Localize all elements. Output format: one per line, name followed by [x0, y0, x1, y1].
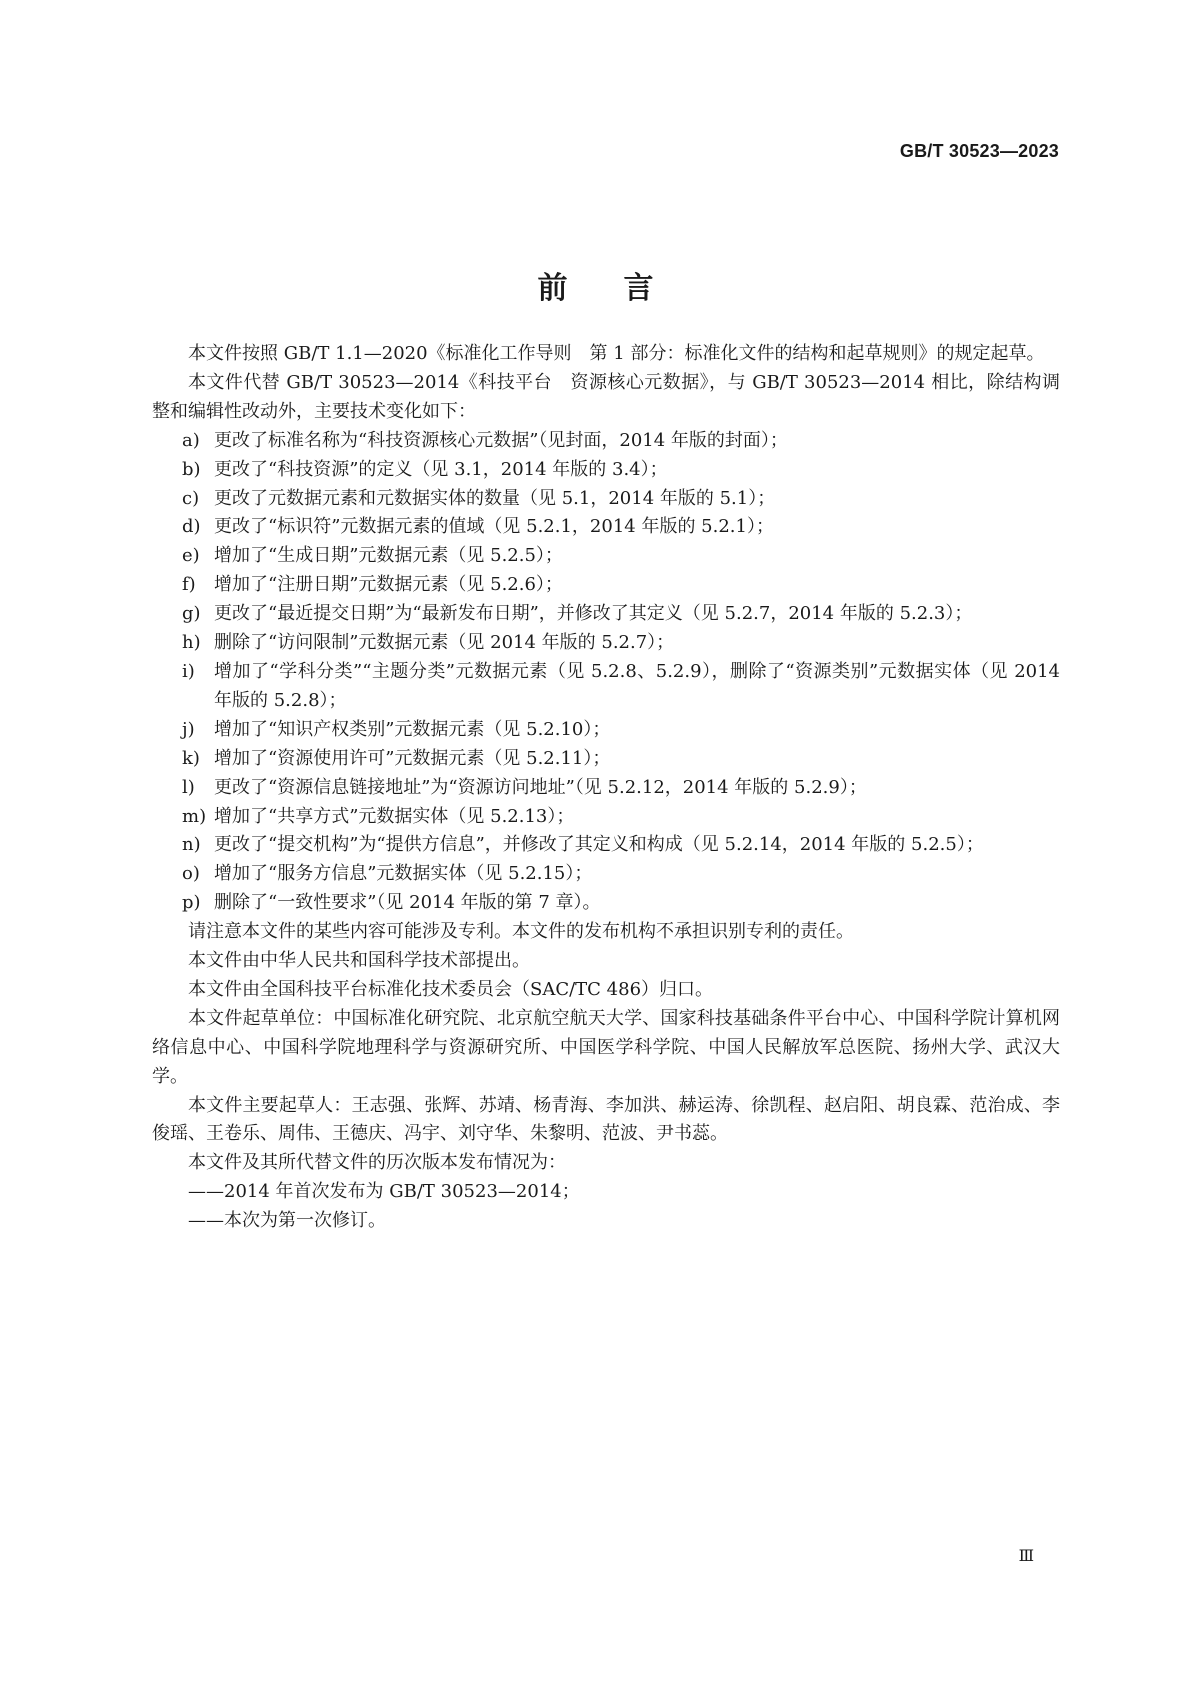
list-item	[152, 542, 1060, 571]
history-item: ——本次为第一次修订。	[188, 1210, 386, 1232]
list-item	[152, 571, 1060, 600]
list-item	[152, 774, 1060, 803]
list-item-text: 更改了“提交机构”为“提供方信息”，并修改了其定义和构成（见 5.2.14，2014 年版的 5.2.5）；	[214, 834, 984, 856]
history-intro: 本文件及其所代替文件的历次版本发布情况为：	[188, 1152, 566, 1174]
list-marker: k)	[182, 747, 200, 769]
list-marker: d)	[182, 516, 201, 538]
list-item	[152, 600, 1060, 629]
list-item	[152, 889, 1060, 918]
list-item-text: 删除了“访问限制”元数据元素（见 2014 年版的 5.2.7）；	[214, 632, 675, 654]
list-item-text: 增加了“生成日期”元数据元素（见 5.2.5）；	[214, 545, 563, 567]
list-marker: i)	[182, 660, 195, 682]
list-marker: g)	[182, 603, 201, 625]
list-item	[152, 513, 1060, 542]
list-item-text: 更改了“最近提交日期”为“最新发布日期”，并修改了其定义（见 5.2.7，2014 年版的 5.2.3）；	[214, 603, 973, 625]
list-item	[152, 803, 1060, 832]
list-marker: p)	[182, 892, 201, 914]
list-item-text: 增加了“服务方信息”元数据实体（见 5.2.15）；	[214, 863, 593, 885]
list-marker: l)	[182, 776, 195, 798]
list-item	[152, 716, 1060, 745]
list-marker: o)	[182, 863, 200, 885]
list-marker: b)	[182, 458, 201, 480]
list-item	[152, 860, 1060, 889]
list-item	[152, 745, 1060, 774]
list-marker: f)	[182, 574, 196, 596]
list-marker: a)	[182, 429, 200, 451]
list-item-text: 增加了“学科分类”“主题分类”元数据元素（见 5.2.8、5.2.9），删除了“资源类别”元数据实体（见 2014 年版的 5.2.8）；	[214, 660, 1060, 711]
list-item-text: 增加了“资源使用许可”元数据元素（见 5.2.11）；	[214, 747, 611, 769]
proposer-statement: 本文件由中华人民共和国科学技术部提出。	[188, 950, 530, 972]
list-item-text: 增加了“知识产权类别”元数据元素（见 5.2.10）；	[214, 718, 611, 740]
drafting-units: 本文件起草单位：中国标准化研究院、北京航空航天大学、国家科技基础条件平台中心、中国科学院计算机网络信息中心、中国科学院地理科学与资源研究所、中国医学科学院、中国人民解放军总医院、扬州大学、武汉大学。	[152, 1007, 1060, 1087]
list-marker: n)	[182, 834, 201, 856]
intro-paragraph: 本文件按照 GB/T 1.1—2020《标准化工作导则 第 1 部分：标准化文件的结构和起草规则》的规定起草。	[188, 343, 1045, 364]
history-item: ——2014 年首次发布为 GB/T 30523—2014；	[188, 1181, 580, 1203]
list-item-text: 更改了标准名称为“科技资源核心元数据”（见封面，2014 年版的封面）；	[214, 429, 788, 451]
drafters: 本文件主要起草人：王志强、张辉、苏靖、杨青海、李加洪、赫运涛、徐凯程、赵启阳、胡良霖、范治成、李俊瑶、王卷乐、周伟、王德庆、冯宇、刘守华、朱黎明、范波、尹书蕊。	[152, 1094, 1060, 1145]
page-number: Ⅲ	[1018, 1548, 1034, 1565]
list-item-text: 增加了“注册日期”元数据元素（见 5.2.6）；	[214, 574, 563, 596]
list-item-text: 更改了元数据元素和元数据实体的数量（见 5.1，2014 年版的 5.1）；	[214, 487, 776, 509]
list-item	[152, 427, 1060, 456]
list-item	[152, 456, 1060, 485]
document-body	[152, 340, 1060, 1236]
list-item	[152, 629, 1060, 658]
list-marker: m)	[182, 805, 207, 827]
intro-paragraph: 本文件代替 GB/T 30523—2014《科技平台 资源核心元数据》，与 GB/T 30523—2014 相比，除结构调整和编辑性改动外，主要技术变化如下：	[152, 371, 1060, 422]
list-marker: h)	[182, 632, 201, 654]
page-title: 前言	[537, 271, 710, 307]
list-item-text: 更改了“科技资源”的定义（见 3.1，2014 年版的 3.4）；	[214, 458, 668, 480]
list-item-text: 增加了“共享方式”元数据实体（见 5.2.13）；	[214, 805, 575, 827]
list-marker: e)	[182, 545, 200, 567]
list-item	[152, 831, 1060, 860]
list-item-text: 更改了“标识符”元数据元素的值域（见 5.2.1，2014 年版的 5.2.1）；	[214, 516, 774, 538]
patent-notice: 请注意本文件的某些内容可能涉及专利。本文件的发布机构不承担识别专利的责任。	[188, 921, 854, 943]
list-item-text: 删除了“一致性要求”（见 2014 年版的第 7 章）。	[214, 892, 601, 914]
list-item-text: 更改了“资源信息链接地址”为“资源访问地址”（见 5.2.12，2014 年版的 5.2.9）；	[214, 776, 867, 798]
committee-statement: 本文件由全国科技平台标准化技术委员会（SAC/TC 486）归口。	[188, 978, 714, 1000]
list-item	[152, 485, 1060, 514]
list-item	[152, 658, 1060, 716]
changes-list	[152, 427, 1060, 918]
list-marker: j)	[182, 718, 195, 740]
standard-code: GB/T 30523—2023	[899, 141, 1059, 161]
list-marker: c)	[182, 487, 200, 509]
